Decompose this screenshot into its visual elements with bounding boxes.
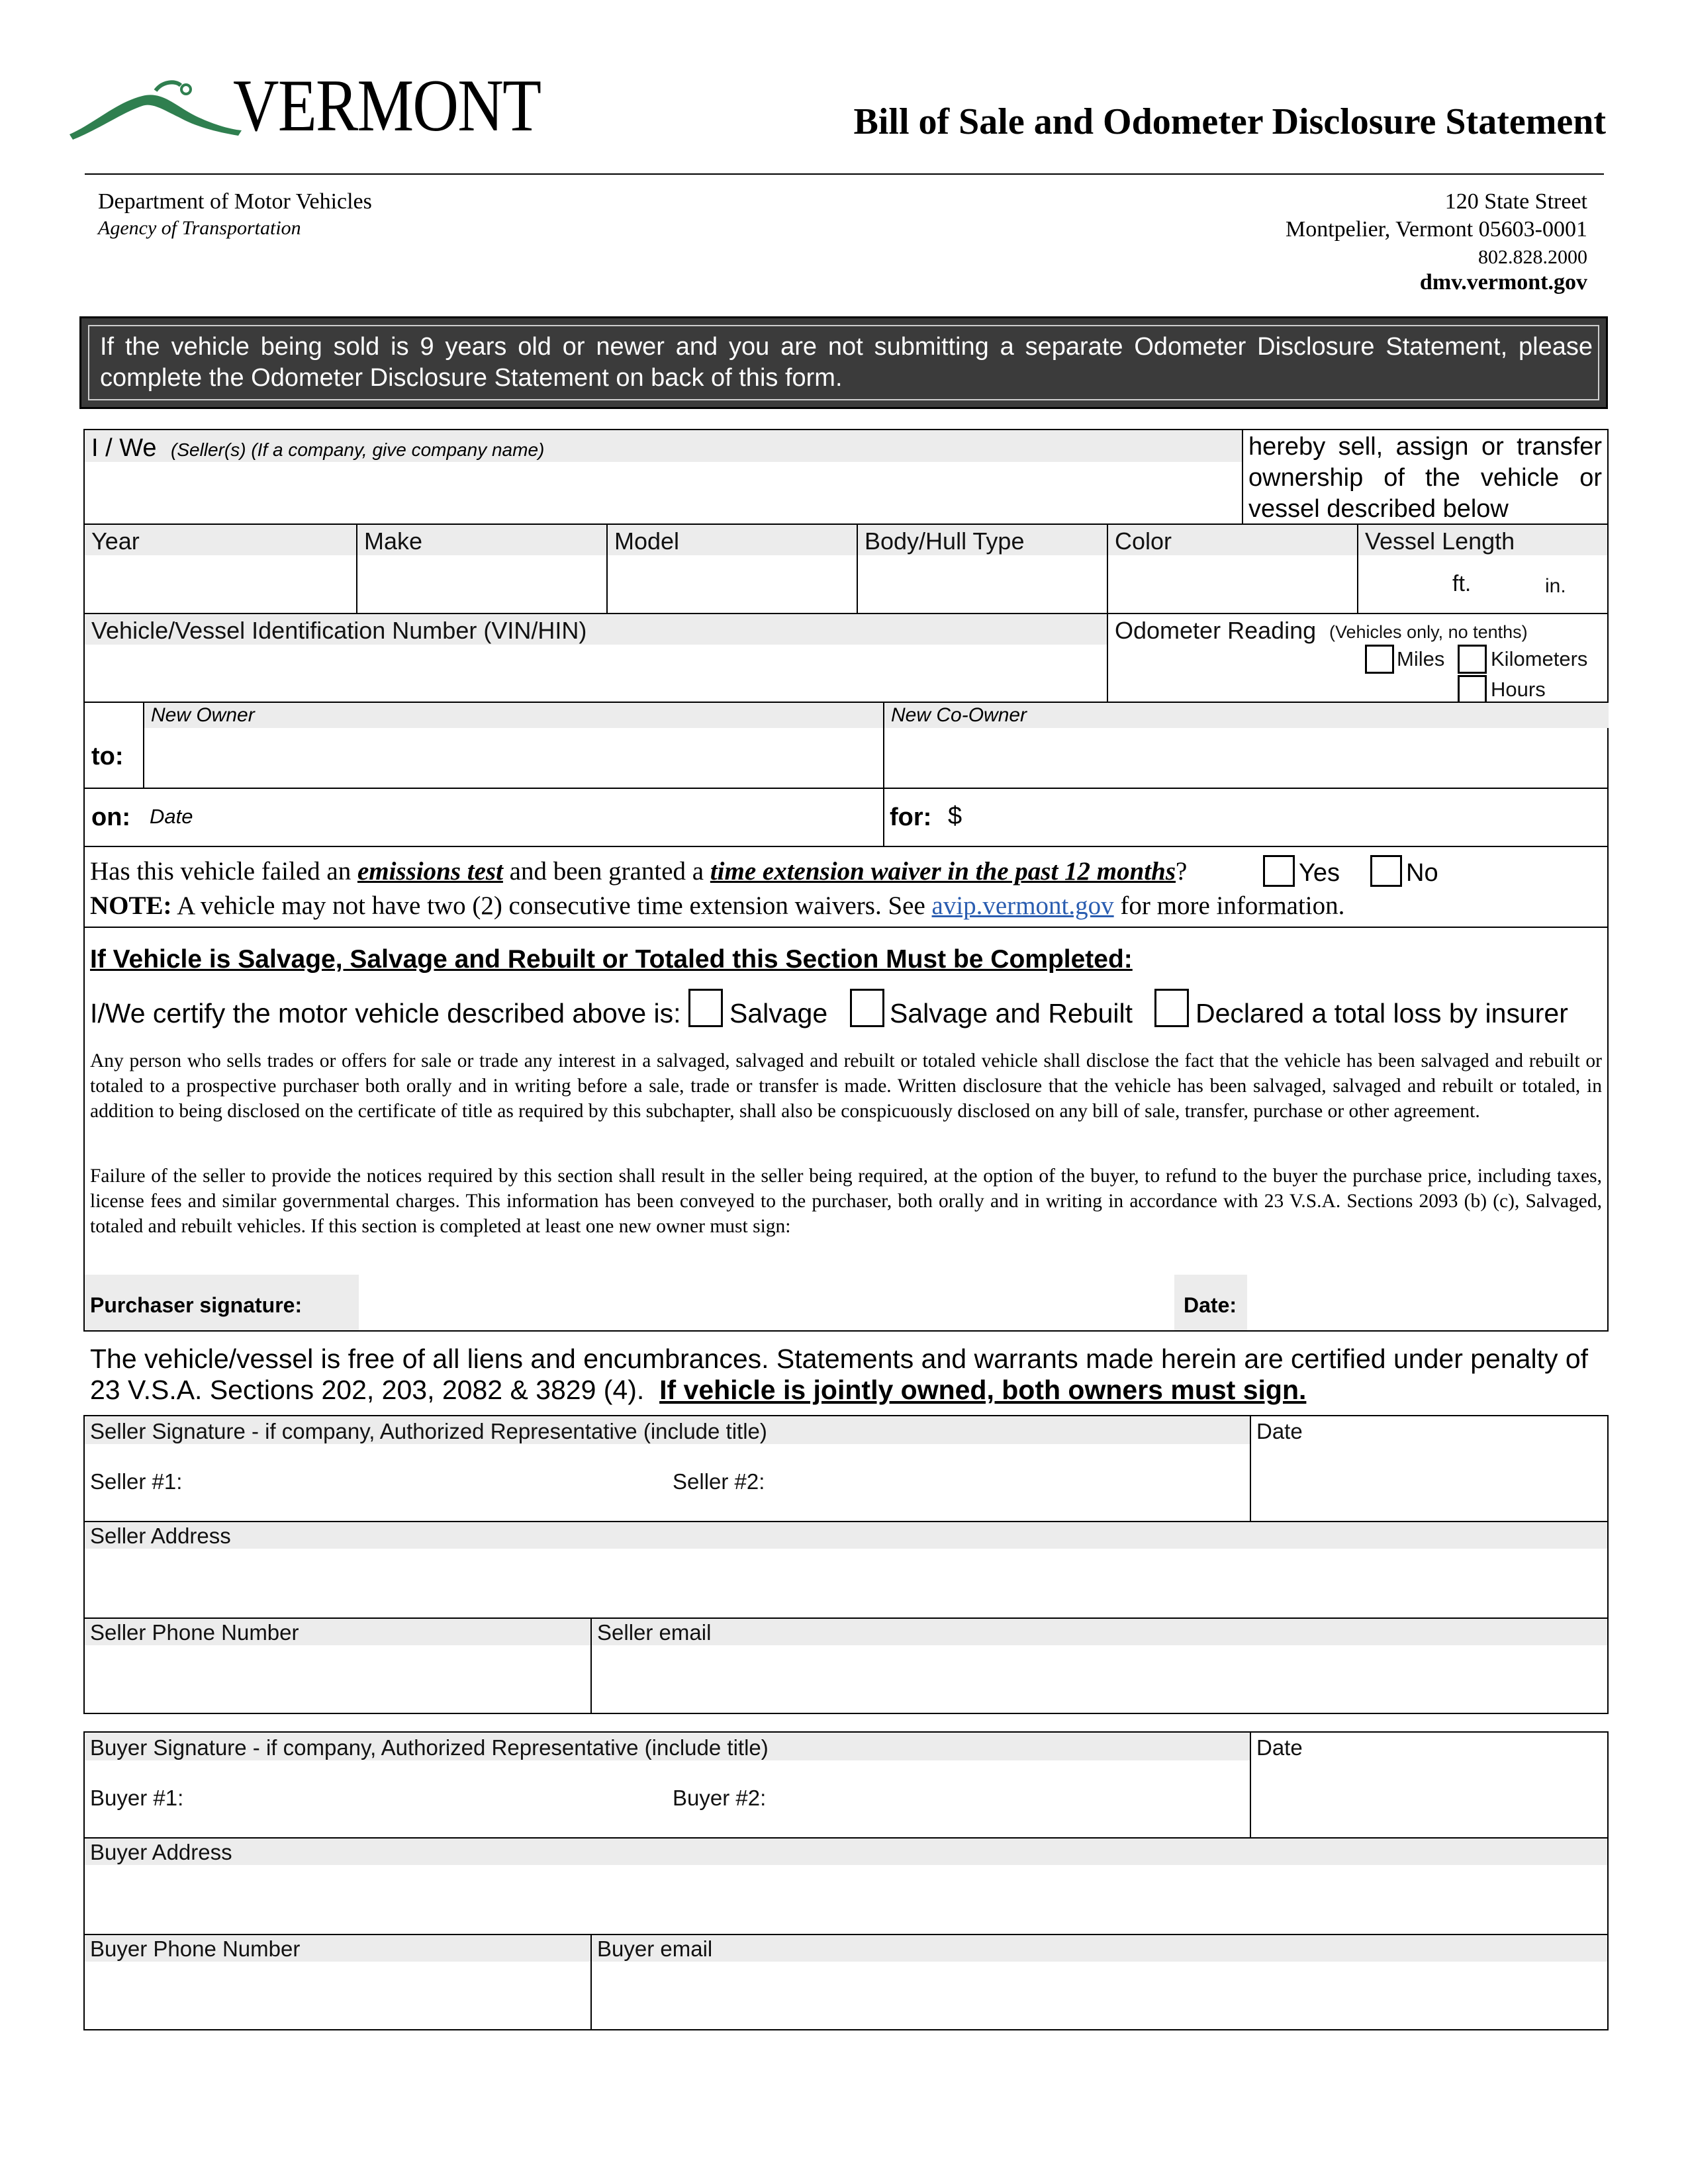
odometer-field[interactable] bbox=[1107, 613, 1609, 703]
website[interactable]: dmv.vermont.gov bbox=[1419, 270, 1587, 295]
seller-address-field[interactable] bbox=[85, 1522, 1607, 1617]
year-field[interactable] bbox=[83, 523, 357, 614]
agency-name: Agency of Transportation bbox=[98, 217, 301, 239]
color-field[interactable] bbox=[1107, 523, 1358, 614]
salvage-refund-paragraph: Failure of the seller to provide the notices required by this section shall result in the seller being required, at the option of the buyer, to refund to the buyer the purchase price, including taxes, license fees and similar governmental charges. This information has been conveyed to the purchaser, both orally and in writing in accordance with 23 V.S.A. Sections 2093 (b) (c), Salvaged, totaled and rebuilt vehicles. If this section is completed at least one new owner must sign: bbox=[90, 1165, 1602, 1237]
buyer-email-field[interactable] bbox=[592, 1935, 1607, 2029]
total-loss-checkbox[interactable] bbox=[1154, 989, 1189, 1027]
salvage-rebuilt-label: Salvage and Rebuilt bbox=[890, 998, 1133, 1028]
salvage-section bbox=[83, 927, 1609, 1332]
emissions-no-label: No bbox=[1406, 859, 1438, 887]
odometer-note: (Vehicles only, no tenths) bbox=[1329, 622, 1528, 642]
to-label: to: bbox=[91, 743, 124, 770]
kilometers-checkbox[interactable] bbox=[1458, 645, 1487, 674]
buyer-address-label: Buyer Address bbox=[90, 1840, 232, 1864]
odometer-label: Odometer Reading bbox=[1115, 617, 1317, 644]
vin-field[interactable] bbox=[83, 613, 1108, 703]
salvage-label: Salvage bbox=[729, 998, 828, 1028]
purchaser-date-label: Date: bbox=[1184, 1293, 1237, 1317]
color-label: Color bbox=[1115, 527, 1172, 555]
emissions-question: Has this vehicle failed an emissions test and been granted a time extension waiver in the past 12 months? bbox=[90, 857, 1188, 886]
phone-number: 802.828.2000 bbox=[1478, 246, 1587, 268]
buyer-phone-label: Buyer Phone Number bbox=[90, 1936, 301, 1961]
emissions-yes-label: Yes bbox=[1299, 859, 1340, 887]
new-owner-field[interactable] bbox=[143, 703, 884, 788]
liens-statement: The vehicle/vessel is free of all liens and encumbrances. Statements and warrants made herein are certified under penalty of 23 V.S.A. Sections 202, 203, 2082 & 3829 (4). If vehicle is jointly owned, both owners must sign. bbox=[90, 1343, 1589, 1405]
year-label: Year bbox=[91, 527, 140, 555]
ft-unit: ft. bbox=[1452, 571, 1472, 596]
to-label-cell bbox=[85, 703, 143, 788]
seller-phone-label: Seller Phone Number bbox=[90, 1620, 299, 1645]
salvage-rebuilt-checkbox[interactable] bbox=[850, 989, 884, 1027]
purchaser-date-field[interactable] bbox=[1247, 1275, 1607, 1330]
purchaser-sig-label: Purchaser signature: bbox=[90, 1293, 303, 1317]
notice-text: If the vehicle being sold is 9 years old or newer and you are not submitting a separate Odometer Disclosure Statement, please complete the Odometer Disclosure Statement on back of this form. bbox=[100, 333, 1593, 392]
vessel-length-field[interactable] bbox=[1357, 523, 1609, 614]
salvage-disclosure-paragraph: Any person who sells trades or offers for sale or trade any interest in a salvaged, salvaged and rebuilt or totaled vehicle shall disclose the fact that the vehicle has been salvaged and rebuilt or totaled to a prospective purchaser both orally and in writing before a sale, trade or transfer is made. Written disclosure that the vehicle has been salvaged, salvaged and rebuilt or totaled, in addition to being disclosed on the certificate of title as required by this subchapter, shall also be conspicuously disclosed on any bill of sale, transfer, purchase or other agreement. bbox=[90, 1050, 1602, 1122]
emissions-yes-checkbox[interactable] bbox=[1263, 855, 1295, 887]
purchaser-signature-field[interactable] bbox=[359, 1275, 1174, 1330]
new-owner-label: New Owner bbox=[151, 704, 255, 726]
seller-sig-label: Seller Signature - if company, Authorized Representative (include title) bbox=[90, 1419, 767, 1443]
buyer-email-label: Buyer email bbox=[597, 1936, 713, 1961]
salvage-certify: I/We certify the motor vehicle described above is: bbox=[90, 998, 681, 1028]
seller-2-label: Seller #2: bbox=[673, 1469, 765, 1494]
make-field[interactable] bbox=[356, 523, 608, 614]
seller-name-field[interactable] bbox=[83, 429, 1243, 525]
buyer-signature-field[interactable] bbox=[85, 1733, 1251, 1837]
total-loss-label: Declared a total loss by insurer bbox=[1196, 998, 1568, 1028]
emissions-note: NOTE: A vehicle may not have two (2) consecutive time extension waivers. See avip.vermont.gov for more information. bbox=[90, 891, 1345, 920]
purchaser-date-label-cell bbox=[1174, 1275, 1247, 1330]
new-co-owner-field[interactable] bbox=[883, 703, 1609, 788]
seller-address-label: Seller Address bbox=[90, 1524, 231, 1548]
emissions-no-checkbox[interactable] bbox=[1370, 855, 1402, 887]
dollar-sign: $ bbox=[948, 802, 962, 830]
buyer-1-label: Buyer #1: bbox=[90, 1786, 184, 1810]
body-type-field[interactable] bbox=[857, 523, 1108, 614]
dept-name: Department of Motor Vehicles bbox=[98, 189, 372, 214]
new-co-owner-label: New Co-Owner bbox=[891, 704, 1027, 726]
miles-checkbox[interactable] bbox=[1365, 645, 1394, 674]
sale-date-field[interactable] bbox=[143, 789, 883, 846]
form-title: Bill of Sale and Odometer Disclosure Statement bbox=[853, 101, 1606, 142]
model-field[interactable] bbox=[606, 523, 858, 614]
street-address: 120 State Street bbox=[1444, 189, 1587, 214]
in-unit: in. bbox=[1545, 575, 1566, 597]
iwe-label: I / We bbox=[91, 434, 157, 462]
avip-link[interactable]: avip.vermont.gov bbox=[931, 891, 1114, 920]
body-type-label: Body/Hull Type bbox=[865, 527, 1025, 555]
seller-signature-field[interactable] bbox=[85, 1416, 1251, 1521]
for-label: for: bbox=[890, 803, 932, 831]
seller-email-label: Seller email bbox=[597, 1620, 712, 1645]
make-label: Make bbox=[364, 527, 423, 555]
buyer-2-label: Buyer #2: bbox=[673, 1786, 767, 1810]
hours-checkbox[interactable] bbox=[1458, 675, 1487, 704]
city-address: Montpelier, Vermont 05603-0001 bbox=[1285, 217, 1587, 242]
header-divider bbox=[85, 173, 1604, 175]
seller-date-field[interactable] bbox=[1251, 1416, 1607, 1521]
salvage-heading: If Vehicle is Salvage, Salvage and Rebuilt or Totaled this Section Must be Completed: bbox=[90, 945, 1133, 974]
logo-wordmark: VERMONT bbox=[233, 65, 541, 147]
vermont-logo-icon bbox=[70, 76, 242, 142]
buyer-sig-label: Buyer Signature - if company, Authorized Representative (include title) bbox=[90, 1735, 769, 1760]
purchaser-sig-label-cell bbox=[85, 1275, 359, 1330]
buyer-phone-field[interactable] bbox=[85, 1935, 590, 2029]
seller-phone-field[interactable] bbox=[85, 1619, 590, 1713]
buyer-address-field[interactable] bbox=[85, 1839, 1607, 1934]
miles-label: Miles bbox=[1397, 647, 1445, 670]
seller-email-field[interactable] bbox=[592, 1619, 1607, 1713]
sale-date-label: Date bbox=[150, 805, 193, 828]
salvage-checkbox[interactable] bbox=[688, 989, 723, 1027]
transfer-text: hereby sell, assign or transfer ownership of the vehicle or vessel described below bbox=[1248, 433, 1602, 523]
model-label: Model bbox=[614, 527, 680, 555]
vessel-length-label: Vessel Length bbox=[1365, 527, 1515, 555]
hours-label: Hours bbox=[1491, 678, 1546, 701]
kilometers-label: Kilometers bbox=[1491, 647, 1588, 670]
transfer-statement bbox=[1242, 429, 1609, 525]
seller-date-label: Date bbox=[1256, 1419, 1303, 1443]
buyer-date-field[interactable] bbox=[1251, 1733, 1607, 1837]
on-label: on: bbox=[91, 803, 131, 831]
seller-1-label: Seller #1: bbox=[90, 1469, 183, 1494]
notice-box bbox=[79, 316, 1608, 409]
vin-label: Vehicle/Vessel Identification Number (VIN/HIN) bbox=[91, 617, 587, 644]
sale-price-field[interactable] bbox=[945, 789, 1607, 846]
iwe-note: (Seller(s) (If a company, give company name) bbox=[171, 439, 545, 460]
buyer-date-label: Date bbox=[1256, 1735, 1303, 1760]
